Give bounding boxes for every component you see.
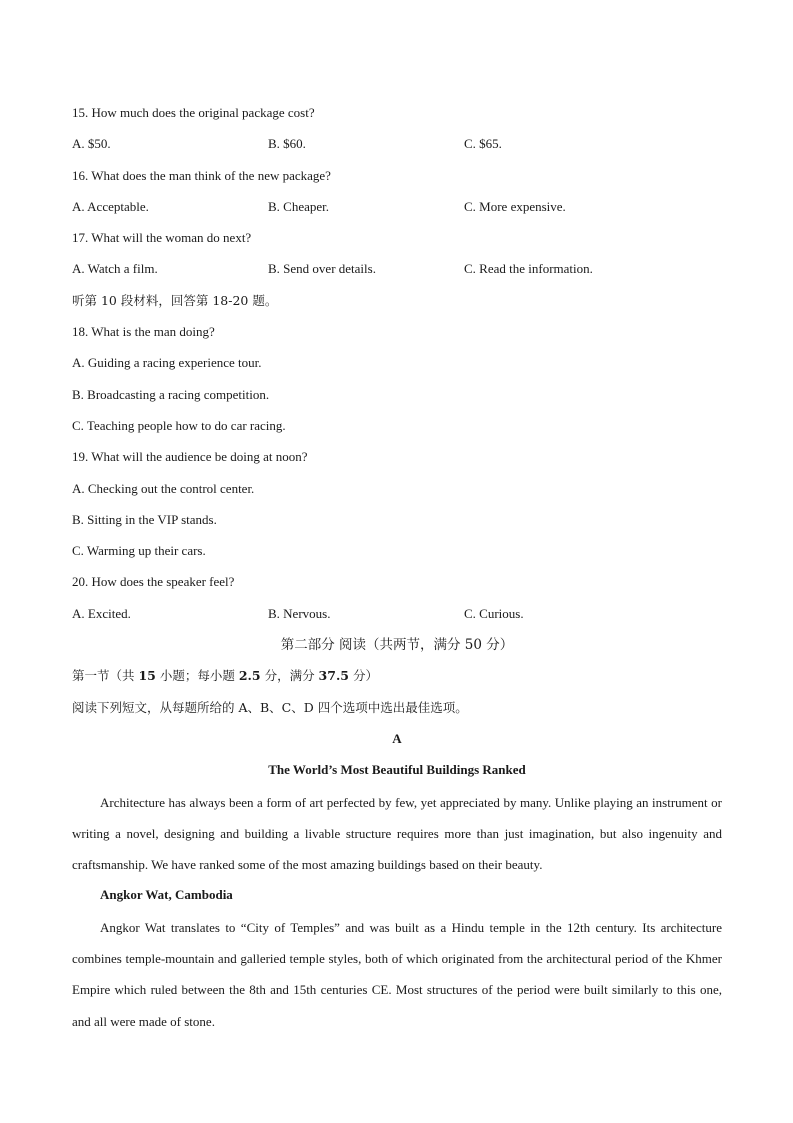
section-1-prefix: 第一节（共 <box>72 668 139 684</box>
question-18-stem: 18. What is the man doing? <box>72 324 215 340</box>
question-18-option-b: B. Broadcasting a racing competition. <box>72 386 270 402</box>
option-c: C. Curious. <box>464 605 524 621</box>
passage-title: The World’s Most Beautiful Buildings Ranked <box>268 762 526 778</box>
question-19-option-c: C. Warming up their cars. <box>72 543 206 559</box>
option-a: A. $50. <box>72 136 111 152</box>
option-b: B. $60. <box>268 136 306 152</box>
passage-intro-paragraph: Architecture has always been a form of art perfected by few, yet appreciated by many. Unlike playing an instrument or writing a novel, designing and building a livable structure requires more than just imagination, but also ingenuity and craftsmanship. We have ranked some of the most amazing buildings based on their beauty. <box>72 794 722 873</box>
part-2-title: 第二部分 阅读（共两节，满分 50 分） <box>280 637 514 654</box>
question-15-options <box>72 135 722 166</box>
question-17-stem: 17. What will the woman do next? <box>72 230 252 246</box>
question-16-stem: 16. What does the man think of the new package? <box>72 167 331 183</box>
section-1-header <box>72 667 722 698</box>
question-19-stem: 19. What will the audience be doing at noon? <box>72 449 308 465</box>
option-a: A. Excited. <box>72 605 131 621</box>
option-b: B. Send over details. <box>268 261 376 277</box>
instruction-18-20: 听第 10 段材料，回答第 18-20 题。 <box>72 292 278 308</box>
question-17-options <box>72 260 722 291</box>
question-18-option-c: C. Teaching people how to do car racing. <box>72 417 286 433</box>
question-16-options <box>72 198 722 229</box>
section-1-mid2: 分，满分 <box>260 668 319 684</box>
section-1-count: 15 <box>138 668 156 684</box>
option-b: B. Cheaper. <box>268 198 330 214</box>
question-19-option-a: A. Checking out the control center. <box>72 480 255 496</box>
option-a: A. Acceptable. <box>72 198 149 214</box>
question-15-stem: 15. How much does the original package cost? <box>72 105 315 120</box>
section-heading-angkor-wat: Angkor Wat, Cambodia <box>100 887 233 903</box>
option-c: C. Read the information. <box>464 261 593 277</box>
section-1-mid1: 小题；每小题 <box>155 668 239 684</box>
question-20-stem: 20. How does the speaker feel? <box>72 574 235 590</box>
passage-letter: A <box>392 730 402 746</box>
exam-page <box>72 104 722 1043</box>
reading-directions: 阅读下列短文，从每题所给的 A、B、C、D 四个选项中选出最佳选项。 <box>72 699 468 715</box>
section-1-suffix: 分） <box>349 668 378 684</box>
angkor-wat-paragraph: Angkor Wat translates to “City of Temples” and was built as a Hindu temple in the 12th century. Its architecture combines temple-mountain and galleried temple styles, both of which originated from the architectural period of the Khmer Empire which ruled between the 8th and 15th centuries CE. Most structures of the period were built similarly to this one, and all were made of stone. <box>72 919 722 1029</box>
option-b: B. Nervous. <box>268 605 331 621</box>
option-c: C. $65. <box>464 136 502 152</box>
question-20-options <box>72 605 722 636</box>
question-18-option-a: A. Guiding a racing experience tour. <box>72 355 262 371</box>
section-1-points-each: 2.5 <box>238 668 261 684</box>
section-1-total: 37.5 <box>318 668 349 684</box>
option-a: A. Watch a film. <box>72 261 158 277</box>
option-c: C. More expensive. <box>464 198 566 214</box>
question-19-option-b: B. Sitting in the VIP stands. <box>72 511 217 527</box>
